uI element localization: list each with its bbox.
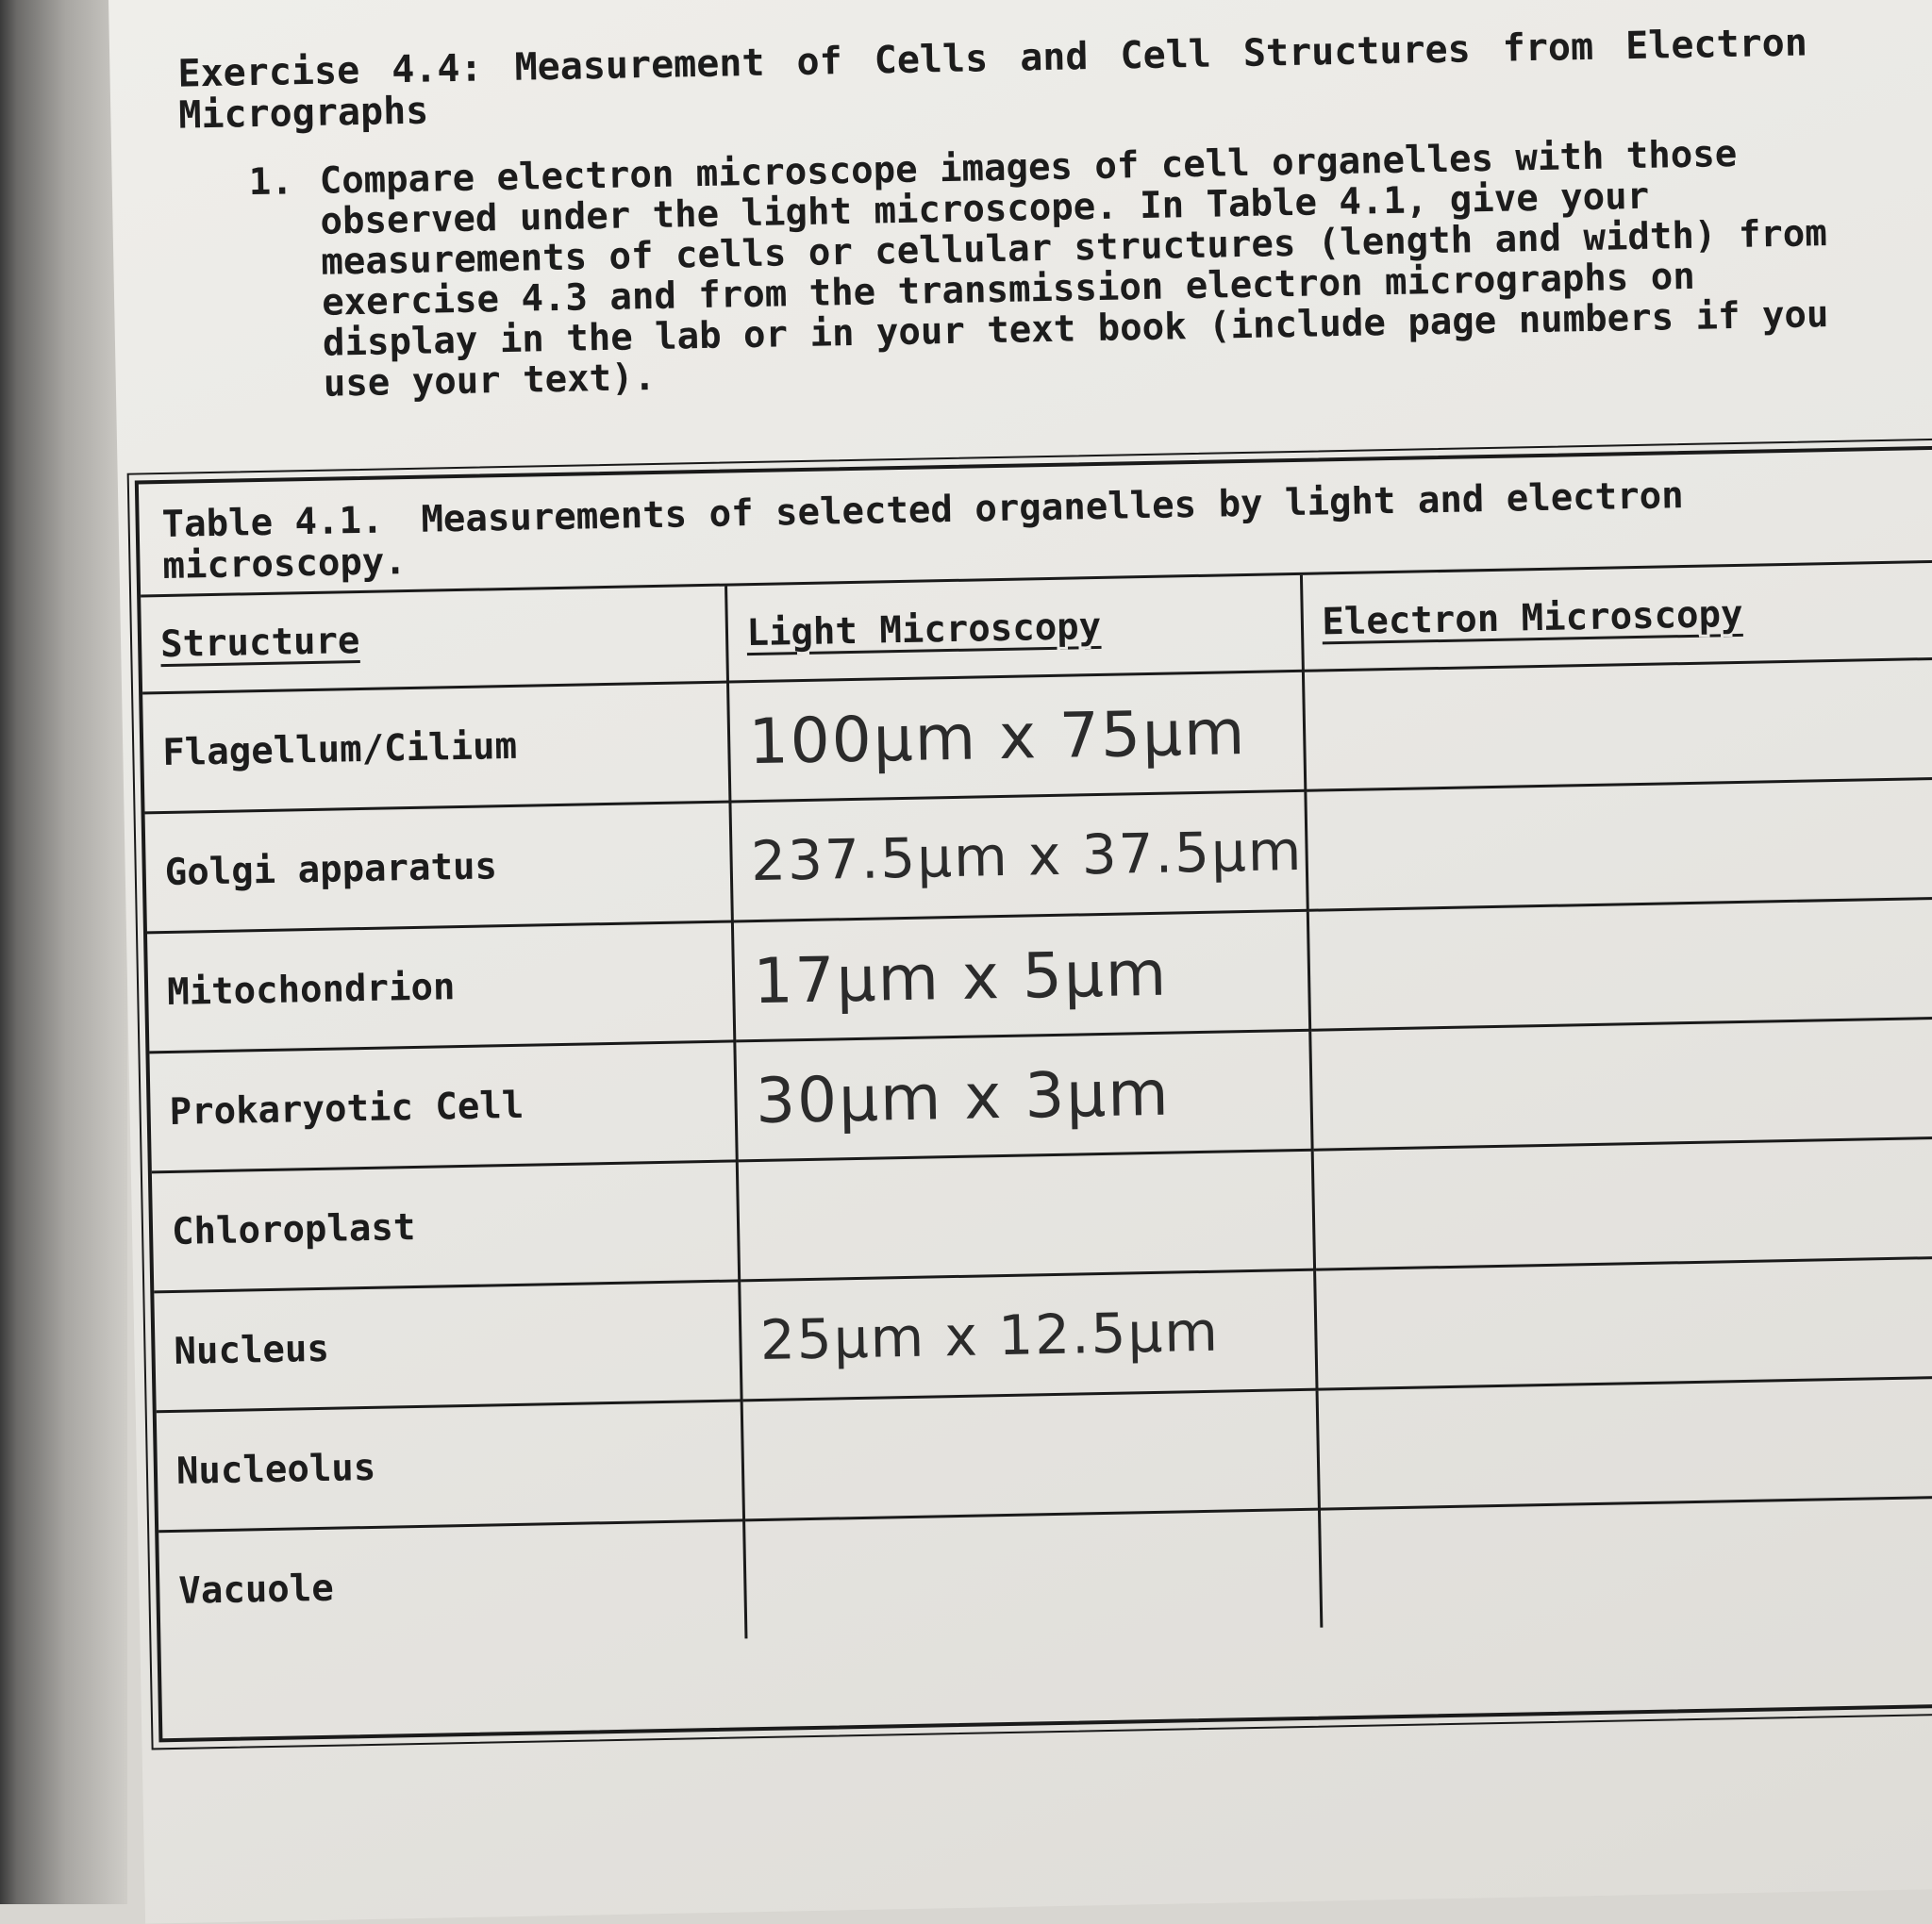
light-measurement-cell — [737, 1150, 1314, 1281]
table-caption-text: Measurements of selected organelles by light and electron microscopy. — [162, 474, 1685, 589]
light-measurement-cell — [734, 1030, 1311, 1161]
structure-cell: Vacuole — [158, 1520, 745, 1650]
structure-cell: Flagellum/Cilium — [142, 682, 729, 813]
header-structure: Structure — [141, 587, 727, 693]
instruction-1 — [248, 131, 1871, 406]
electron-measurement-cell — [1319, 1497, 1932, 1628]
structure-cell: Golgi apparatus — [145, 802, 732, 933]
electron-measurement-cell — [1303, 658, 1932, 790]
light-measurement-cell — [729, 790, 1307, 921]
exercise-title: Exercise 4.4: Measurement of Cells and Cell Structures from Electron Micrographs — [177, 21, 1808, 138]
handwritten-value: 100µm x 75µm — [747, 695, 1247, 778]
electron-measurement-cell — [1309, 1018, 1932, 1150]
light-measurement-cell — [739, 1269, 1316, 1401]
structure-cell: Nucleolus — [157, 1401, 743, 1532]
light-measurement-cell — [727, 671, 1305, 802]
electron-measurement-cell — [1317, 1377, 1932, 1509]
structure-cell: Chloroplast — [152, 1161, 739, 1292]
header-light-microscopy: Light Microscopy — [725, 575, 1303, 682]
measurements-grid — [141, 563, 1932, 1650]
structure-cell: Mitochondrion — [147, 921, 734, 1053]
electron-measurement-cell — [1312, 1137, 1932, 1269]
light-measurement-cell — [741, 1389, 1319, 1520]
measurements-table — [135, 445, 1932, 1742]
handwritten-value: 237.5µm x 37.5µm — [750, 818, 1304, 894]
table-caption-label: Table 4.1. — [161, 499, 384, 547]
header-electron-microscopy: Electron Microscopy — [1301, 563, 1932, 672]
handwritten-value: 25µm x 12.5µm — [759, 1299, 1221, 1372]
worksheet-page — [108, 0, 1932, 1924]
light-measurement-cell — [732, 910, 1309, 1041]
page-edge-shadow — [0, 0, 127, 1904]
handwritten-value: 17µm x 5µm — [752, 937, 1169, 1018]
instruction-number: 1. — [248, 160, 294, 205]
electron-measurement-cell — [1314, 1257, 1932, 1389]
instruction-text: Compare electron microscope images of cell organelles with those observed under the light microscope. In Table 4.1, give your measurements of cells or cellular structures (length and width) from exercise 4.3 and from the transmission electron micrographs on display in the lab or in your text book (include page numbers if you use your text). — [319, 132, 1829, 406]
electron-measurement-cell — [1305, 778, 1932, 910]
handwritten-value: 30µm x 3µm — [755, 1056, 1172, 1137]
electron-measurement-cell — [1307, 898, 1932, 1030]
structure-cell: Prokaryotic Cell — [149, 1041, 736, 1172]
structure-cell: Nucleus — [154, 1281, 741, 1412]
light-measurement-cell — [743, 1509, 1321, 1638]
